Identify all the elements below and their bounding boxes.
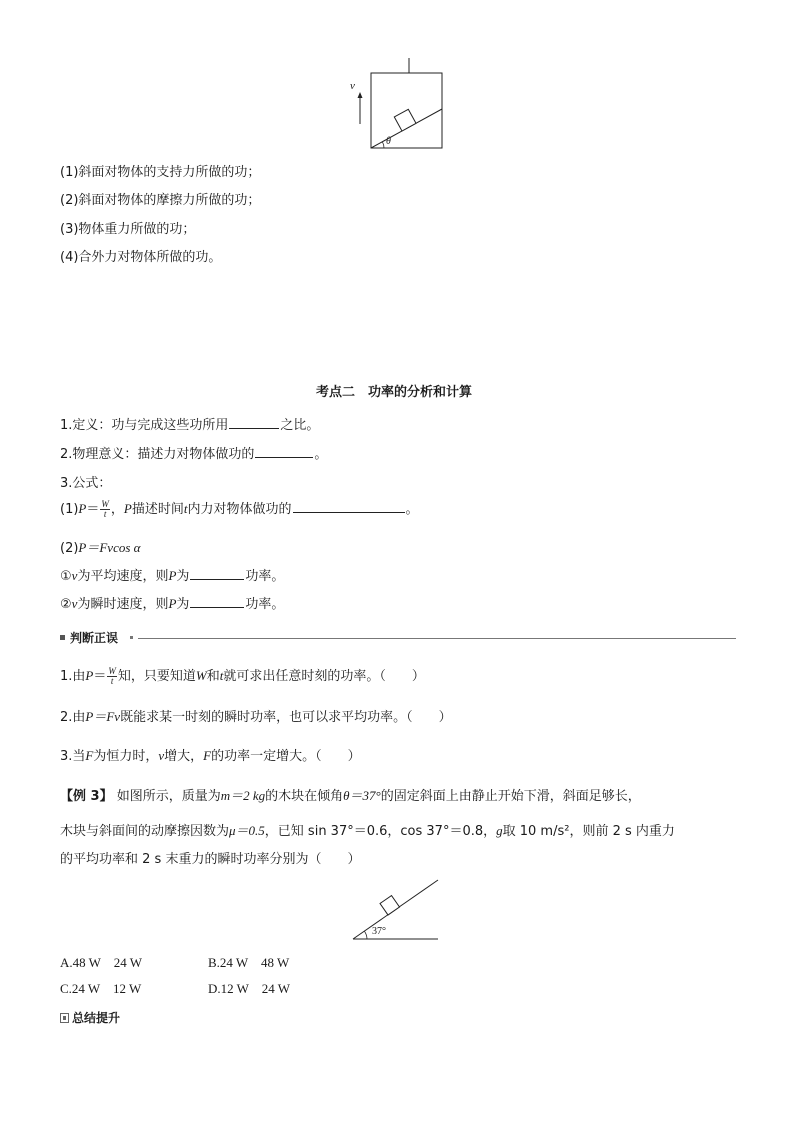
option-a: A.48 W 24 W <box>60 955 142 970</box>
definition-1: 1.定义：功与完成这些功所用 之比。 <box>60 414 319 433</box>
option-b: B.24 W 48 W <box>208 955 290 970</box>
incline-figure <box>350 875 442 943</box>
example-line-3: 的平均功率和 2 s 末重力的瞬时功率分别为（ ） <box>60 852 361 867</box>
average-power-item: ①v为平均速度，则P为 功率。 <box>60 568 285 584</box>
formula-2: (2)P＝Fvcos α <box>60 540 141 556</box>
example-line-2: 木块与斜面间的动摩擦因数为μ＝0.5，已知 sin 37°＝0.6，cos 37°＝0.8，g取 10 m/s²，则前 2 s 内重力 <box>60 823 675 839</box>
question-3: (3)物体重力所做的功； <box>60 222 196 237</box>
example-tag: 【例 3】 <box>60 789 113 804</box>
document-icon <box>60 1013 69 1023</box>
judge-item-3: 3.当F为恒力时，v增大，F的功率一定增大。（ ） <box>60 748 361 764</box>
judge-section-bar <box>60 632 736 644</box>
bullet-dot-icon <box>130 636 133 639</box>
judge-title: 判断正误 <box>70 631 119 645</box>
summary-title: 总结提升 <box>72 1011 121 1025</box>
question-2: (2)斜面对物体的摩擦力所做的功； <box>60 193 261 208</box>
question-1: (1)斜面对物体的支持力所做的功； <box>60 165 261 180</box>
example-line-1: 【例 3】 如图所示，质量为m＝2 kg的木块在倾角θ＝37°的固定斜面上由静止开始下滑，斜面足够长， <box>60 788 641 804</box>
velocity-label: v <box>350 80 355 92</box>
angle-theta-label: θ <box>386 136 391 147</box>
incline-angle-label: 37° <box>372 926 386 937</box>
option-d: D.12 W 24 W <box>208 981 290 996</box>
divider <box>138 638 736 639</box>
section-title: 考点二 功率的分析和计算 <box>316 385 473 400</box>
judge-item-2: 2.由P＝Fv既能求某一时刻的瞬时功率，也可以求平均功率。（ ） <box>60 709 452 725</box>
question-4: (4)合外力对物体所做的功。 <box>60 250 222 265</box>
elevator-incline-figure <box>344 56 454 152</box>
definition-2: 2.物理意义：描述力对物体做功的 。 <box>60 443 327 462</box>
option-c: C.24 W 12 W <box>60 981 142 996</box>
formula-heading: 3.公式： <box>60 476 112 491</box>
instant-power-item: ②v为瞬时速度，则P为 功率。 <box>60 596 285 612</box>
bullet-square-icon <box>60 635 65 640</box>
judge-item-1: 1.由P＝ $\frac{W}{t}$ 知，只要知道W和t就可求出任意时刻的功率。（ ） <box>60 666 425 686</box>
formula-1: (1)P＝ $\frac{W}{t}$ ，P描述时间t内力对物体做功的 。 <box>60 499 419 519</box>
